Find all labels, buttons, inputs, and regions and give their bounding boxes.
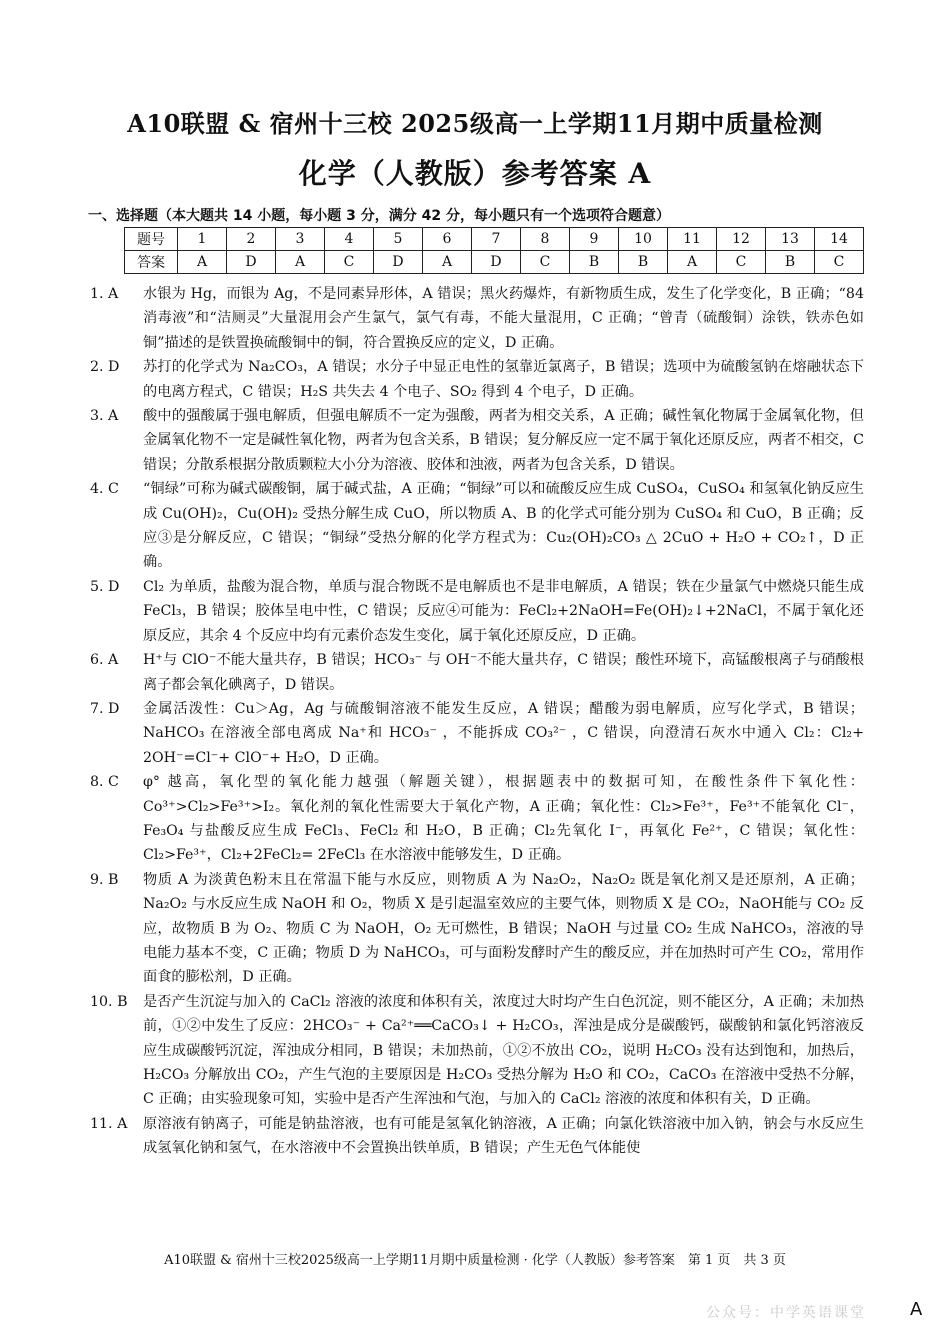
explanation-item xyxy=(90,477,864,575)
item-number-answer: 5. D xyxy=(90,578,120,595)
item-number-answer: 10. B xyxy=(90,993,128,1010)
question-number-cell: 8 xyxy=(521,228,570,251)
question-number-cell: 7 xyxy=(472,228,521,251)
answer-cell: C xyxy=(815,251,864,274)
question-number-cell: 10 xyxy=(619,228,668,251)
explanation-item xyxy=(90,1112,864,1161)
answer-row xyxy=(125,251,864,274)
question-number-cell: 3 xyxy=(276,228,325,251)
item-number-answer: 2. D xyxy=(90,359,120,376)
row-label-answer: 答案 xyxy=(125,251,178,274)
explanation-item xyxy=(90,648,864,697)
answer-cell: A xyxy=(668,251,717,274)
watermark-text: 公众号：中学英语课堂 xyxy=(706,1305,866,1321)
question-number-cell: 14 xyxy=(815,228,864,251)
item-explanation-text: 水银为 Hg，而银为 Ag，不是同素异形体，A 错误；黑火药爆炸，有新物质生成，发生了化学变化，B 正确；“84 消毒液”和“洁厕灵”大量混用会产生氯气，氯气有毒，不能大量混用，C 正确；“曾青（硫酸铜）涂铁，铁赤色如铜”描述的是铁置换硫酸铜中的铜，符合置换反应的定义，D 正确。 xyxy=(143,286,864,351)
item-explanation-text: 金属活泼性：Cu＞Ag，Ag 与硫酸铜溶液不能发生反应，A 错误；醋酸为弱电解质，应写化学式，B 错误；NaHCO₃ 在溶液全部电离成 Na⁺和 HCO₃⁻ ，不能拆成 CO₃²⁻ ，C 错误，向澄清石灰水中通入 Cl₂：Cl₂+ 2OH⁻=Cl⁻+ ClO⁻+ H₂O，D 正确。 xyxy=(143,700,864,766)
answer-cell: B xyxy=(570,251,619,274)
question-number-cell: 9 xyxy=(570,228,619,251)
explanation-item xyxy=(90,697,864,770)
item-explanation-text: φ° 越高，氧化型的氧化能力越强（解题关键），根据题表中的数据可知，在酸性条件下氧化性：Co³⁺>Cl₂>Fe³⁺>I₂。氧化剂的氧化性需要大于氧化产物，A 正确；氧化性：Cl₂>Fe³⁺，Fe³⁺不能氧化 Cl⁻，Fe₃O₄ 与盐酸反应生成 FeCl₃、FeCl₂ 和 H₂O，B 正确；Cl₂先氧化 I⁻，再氧化 Fe²⁺，C 错误；氧化性：Cl₂>Fe³⁺，Cl₂+2FeCl₂= 2FeCl₃ 在水溶液中能够发生，D 正确。 xyxy=(143,774,864,864)
item-explanation-text: 原溶液有钠离子，可能是钠盐溶液，也有可能是氢氧化钠溶液，A 正确；向氯化铁溶液中加入钠，钠会与水反应生成氢氧化钠和氢气，在水溶液中不会置换出铁单质，B 错误；产生无色气体能使 xyxy=(143,1115,864,1157)
question-number-cell: 2 xyxy=(227,228,276,251)
explanation-item xyxy=(90,770,864,868)
answer-cell: A xyxy=(423,251,472,274)
exam-title: A10联盟 & 宿州十三校 2025级高一上学期11月期中质量检测 xyxy=(127,109,823,138)
explanation-item xyxy=(90,990,864,1112)
item-number-answer: 4. C xyxy=(90,481,119,498)
explanation-item xyxy=(90,282,864,355)
answer-cell: B xyxy=(619,251,668,274)
answer-cell: C xyxy=(325,251,374,274)
question-number-cell: 6 xyxy=(423,228,472,251)
item-number-answer: 8. C xyxy=(90,774,119,791)
item-explanation-text: 苏打的化学式为 Na₂CO₃，A 错误；水分子中显正电性的氢靠近氯离子，B 错误；选项中为硫酸氢钠在熔融状态下的电离方程式，C 错误；H₂S 共失去 4 个电子、SO₂ 得到 4 个电子，D 正确。 xyxy=(143,359,864,400)
answer-cell: D xyxy=(472,251,521,274)
answer-cell: A xyxy=(276,251,325,274)
question-number-cell: 11 xyxy=(668,228,717,251)
question-number-cell: 4 xyxy=(325,228,374,251)
explanation-list xyxy=(90,282,864,1161)
item-number-answer: 6. A xyxy=(90,652,119,669)
item-explanation-text: 物质 A 为淡黄色粉末且在常温下能与水反应，则物质 A 为 Na₂O₂，Na₂O₂ 既是氧化剂又是还原剂，A 正确；Na₂O₂ 与水反应生成 NaOH 和 O₂，物质 X 是引起温室效应的主要气体，则物质 X 是 CO₂，NaOH能与 CO₂ 反应，故物质 B 为 O₂、物质 C 为 NaOH，O₂ 无可燃性，B 错误；NaOH 与过量 CO₂ 生成 NaHCO₃，溶液的导电能力基本不变，C 正确；物质 D 为 NaHCO₃，可与面粉发酵时产生的酸反应，并在加热时可产生 CO₂，常用作面食的膨松剂，D 正确。 xyxy=(143,871,864,986)
item-number-answer: 1. A xyxy=(90,286,119,302)
item-explanation-text: 是否产生沉淀与加入的 CaCl₂ 溶液的浓度和体积有关，浓度过大时均产生白色沉淀，则不能区分，A 正确；未加热前，①②中发生了反应：2HCO₃⁻ + Ca²⁺══CaCO₃↓ + H₂CO₃，浑浊是成分是碳酸钙，碳酸钠和氯化钙溶液反应生成碳酸钙沉淀，浑浊成分相同，B 错误；未加热前，①②不放出 CO₂，说明 H₂CO₃ 没有达到饱和，加热后，H₂CO₃ 分解放出 CO₂，产生气泡的主要原因是 H₂CO₃ 受热分解为 H₂O 和 CO₂，CaCO₃ 在溶液中受热不分解，C 正确；由实验现象可知，实验中是否产生浑浊和气泡，与加入的 CaCl₂ 溶液的浓度和体积有关，D 正确。 xyxy=(143,993,864,1108)
question-number-cell: 5 xyxy=(374,228,423,251)
question-number-cell: 1 xyxy=(178,228,227,251)
question-number-row xyxy=(125,228,864,251)
question-number-cell: 13 xyxy=(766,228,815,251)
item-explanation-text: “铜绿”可称为碱式碳酸铜，属于碱式盐，A 正确；“铜绿”可以和硫酸反应生成 CuSO₄，CuSO₄ 和氢氧化钠反应生成 Cu(OH)₂，Cu(OH)₂ 受热分解生成 CuO，所以物质 A、B 的化学式可能分别为 CuSO₄ 和 CuO，B 正确；反应③是分解反应，C 错误；“铜绿”受热分解的化学方程式为：Cu₂(OH)₂CO₃ △ 2CuO + H₂O + CO₂↑，D 正确。 xyxy=(143,481,864,571)
answer-cell: D xyxy=(227,251,276,274)
page-footer: A10联盟 & 宿州十三校2025级高一上学期11月期中质量检测 · 化学（人教版）参考答案 第 1 页 共 3 页 xyxy=(164,1253,786,1268)
section-heading: 一、选择题（本大题共 14 小题，每小题 3 分，满分 42 分，每小题只有一个选项符合题意） xyxy=(88,208,670,224)
item-number-answer: 3. A xyxy=(90,408,119,425)
item-explanation-text: Cl₂ 为单质，盐酸为混合物，单质与混合物既不是电解质也不是非电解质，A 错误；铁在少量氯气中燃烧只能生成 FeCl₃，B 错误；胶体呈电中性，C 错误；反应④可能为：FeCl₂+2NaOH=Fe(OH)₂↓+2NaCl，不属于氧化还原反应，其余 4 个反应中均有元素价态发生变化，属于氧化还原反应，D 正确。 xyxy=(143,578,864,644)
explanation-item xyxy=(90,575,864,648)
explanation-item xyxy=(90,868,864,990)
answer-cell: A xyxy=(178,251,227,274)
answer-table xyxy=(124,227,864,274)
explanation-item xyxy=(90,404,864,477)
explanation-item xyxy=(90,355,864,404)
answer-key-title: 化学（人教版）参考答案 A xyxy=(298,157,652,190)
item-explanation-text: 酸中的强酸属于强电解质，但强电解质不一定为强酸，两者为相交关系，A 正确；碱性氧化物属于金属氧化物，但金属氧化物不一定是碱性氧化物，两者为包含关系，B 错误；复分解反应一定不属于氧化还原反应，两者不相交，C 错误；分散系根据分散质颗粒大小分为溶液、胶体和浊液，两者为包含关系，D 错误。 xyxy=(143,408,864,473)
item-number-answer: 9. B xyxy=(90,871,119,888)
answer-cell: B xyxy=(766,251,815,274)
question-number-cell: 12 xyxy=(717,228,766,251)
answer-cell: C xyxy=(717,251,766,274)
corner-mark: A xyxy=(910,1299,923,1320)
item-explanation-text: H⁺与 ClO⁻不能大量共存，B 错误；HCO₃⁻ 与 OH⁻不能大量共存，C 错误；酸性环境下，高锰酸根离子与硝酸根离子都会氧化碘离子，D 错误。 xyxy=(143,652,864,693)
answer-cell: D xyxy=(374,251,423,274)
item-number-answer: 11. A xyxy=(90,1115,128,1132)
item-number-answer: 7. D xyxy=(90,700,120,717)
answer-cell: C xyxy=(521,251,570,274)
row-label-question: 题号 xyxy=(125,228,178,251)
